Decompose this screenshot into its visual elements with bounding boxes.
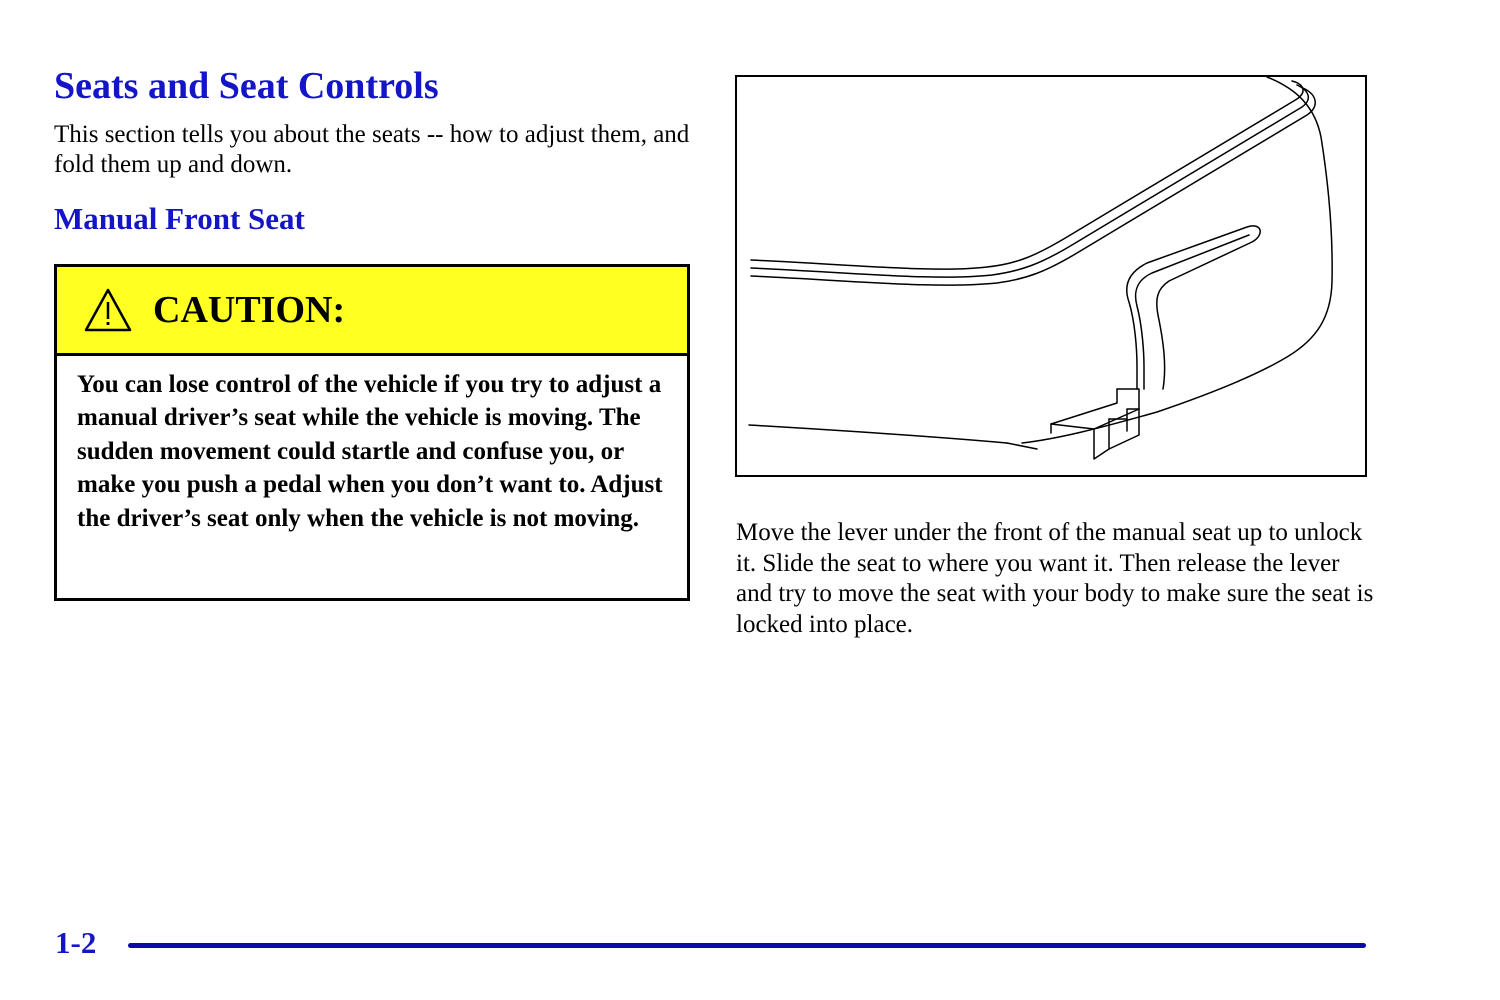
caution-header bbox=[57, 267, 687, 356]
intro-paragraph: This section tells you about the seats -- how to adjust them, and fold them up and down. bbox=[54, 121, 690, 178]
caution-text: You can lose control of the vehicle if you try to adjust a manual driver’s seat while the vehicle is moving. The sudden movement could startle and confuse you, or make you push a pedal when you don’t want to. Adjust the driver’s seat only when the vehicle is not moving. bbox=[77, 371, 663, 532]
warning-triangle-icon bbox=[83, 287, 133, 333]
seat-lever-figure bbox=[735, 75, 1367, 477]
footer-rule bbox=[128, 943, 1366, 948]
caution-label: CAUTION: bbox=[153, 289, 346, 331]
page-title: Seats and Seat Controls bbox=[54, 65, 439, 107]
figure-caption: Move the lever under the front of the manual seat up to unlock it. Slide the seat to where you want it. Then release the lever and try to move the seat with your body to make sure the seat is locked into place. bbox=[736, 519, 1374, 638]
section-title: Manual Front Seat bbox=[54, 201, 305, 236]
caution-box bbox=[54, 264, 690, 601]
seat-lever-illustration bbox=[737, 77, 1365, 475]
page-number: 1-2 bbox=[55, 925, 97, 960]
